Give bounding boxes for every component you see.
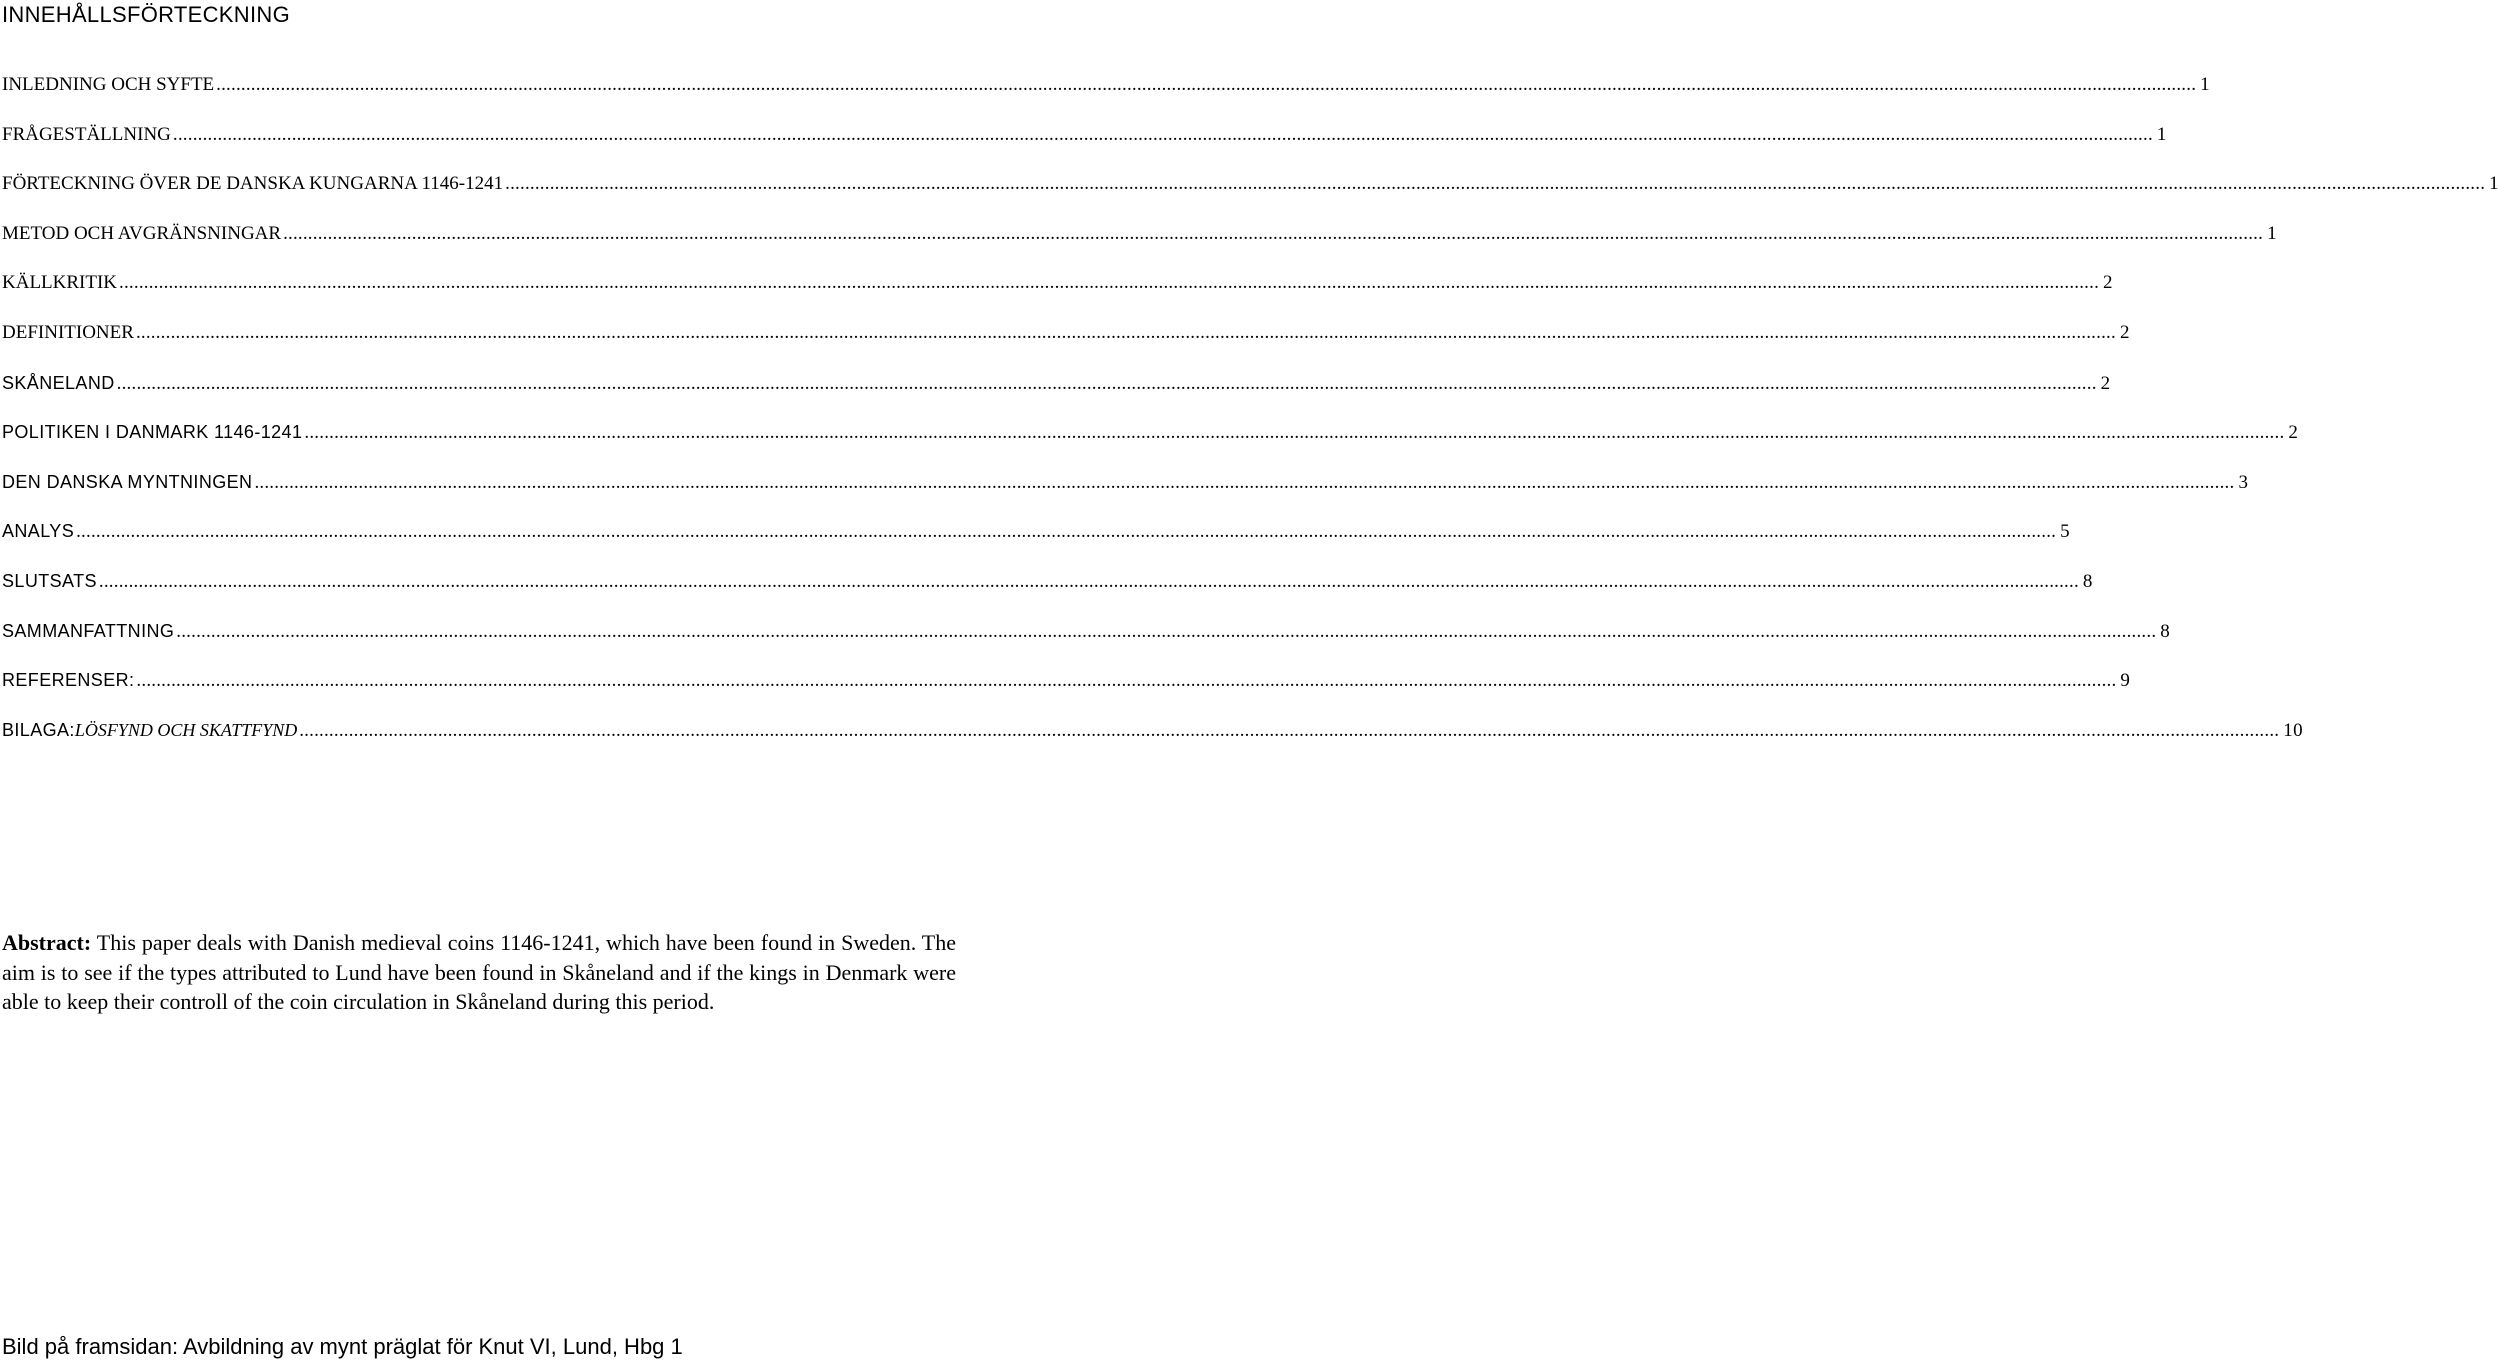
toc-page-number: 1	[2200, 74, 2210, 95]
toc-entry[interactable]	[2, 663, 2131, 713]
toc-leader-dots: ................................................................................................................................................................................................................................................................................................................................................................................................................	[283, 222, 2264, 244]
toc-entry-label: POLITIKEN I DANMARK 1146-1241	[2, 422, 303, 443]
toc-entry-label: INLEDNING OCH SYFTE	[2, 74, 215, 95]
toc-page-number: 1	[2489, 173, 2499, 195]
toc-entry-label: SKÅNELAND	[2, 372, 115, 393]
toc-entry-label: BILAGA:	[2, 719, 75, 740]
toc-entry[interactable]	[2, 68, 2210, 118]
toc-page-number: 1	[2156, 123, 2167, 145]
toc-leader-dots: ................................................................................................................................................................................................................................................................................................................................................................................................................	[172, 123, 2153, 145]
toc-entry[interactable]	[2, 366, 2111, 416]
toc-entry-label: SLUTSATS	[2, 570, 97, 591]
toc-page-number: 8	[2160, 620, 2171, 642]
toc-entry[interactable]	[2, 316, 2130, 366]
toc-page-number: 3	[2238, 471, 2249, 493]
toc-page-number: 2	[2103, 272, 2113, 294]
toc-leader-dots: ................................................................................................................................................................................................................................................................................................................................................................................................................	[299, 719, 2280, 741]
toc-entry[interactable]	[2, 415, 2299, 465]
toc-leader-dots: ................................................................................................................................................................................................................................................................................................................................................................................................................	[216, 74, 2197, 95]
toc-page-number: 10	[2283, 719, 2304, 741]
toc-leader-dots: ................................................................................................................................................................................................................................................................................................................................................................................................................	[304, 422, 2285, 444]
toc-leader-dots: ................................................................................................................................................................................................................................................................................................................................................................................................................	[505, 173, 2486, 195]
toc-page-number: 1	[2267, 222, 2277, 244]
toc-entry[interactable]	[2, 465, 2249, 515]
abstract-label: Abstract:	[2, 930, 92, 955]
page-title: INNEHÅLLSFÖRTECKNING	[2, 2, 290, 27]
toc-page-number: 2	[2119, 321, 2130, 343]
toc-entry[interactable]	[2, 167, 2499, 217]
abstract	[2, 928, 956, 1017]
toc-entry-label: KÄLLKRITIK	[2, 272, 118, 294]
toc-entry-label: FRÅGESTÄLLNING	[2, 123, 171, 145]
toc-entry[interactable]	[2, 564, 2093, 614]
toc-leader-dots: ................................................................................................................................................................................................................................................................................................................................................................................................................	[119, 272, 2100, 294]
toc-leader-dots: ................................................................................................................................................................................................................................................................................................................................................................................................................	[254, 471, 2235, 493]
toc-entry[interactable]	[2, 713, 2304, 763]
toc-leader-dots: ................................................................................................................................................................................................................................................................................................................................................................................................................	[116, 372, 2097, 394]
toc-entry-label: METOD OCH AVGRÄNSNINGAR	[2, 222, 282, 244]
toc-entry-label: DEFINITIONER	[2, 321, 134, 343]
toc-entry-label-italic: LÖSFYND OCH SKATTFYND	[74, 719, 298, 740]
cover-image-caption: Bild på framsidan: Avbildning av mynt präglat för Knut VI, Lund, Hbg 1	[2, 1334, 683, 1359]
toc-leader-dots: ................................................................................................................................................................................................................................................................................................................................................................................................................	[176, 620, 2157, 642]
toc-page-number: 9	[2120, 670, 2131, 692]
toc-page-number: 5	[2060, 521, 2071, 543]
toc-entry[interactable]	[2, 266, 2113, 316]
toc-page-number: 2	[2288, 422, 2299, 444]
toc-leader-dots: ................................................................................................................................................................................................................................................................................................................................................................................................................	[76, 521, 2057, 543]
toc-leader-dots: ................................................................................................................................................................................................................................................................................................................................................................................................................	[136, 670, 2117, 692]
table-of-contents	[2, 68, 2499, 762]
toc-entry[interactable]	[2, 118, 2167, 168]
toc-leader-dots: ................................................................................................................................................................................................................................................................................................................................................................................................................	[135, 321, 2116, 343]
toc-entry-label: REFERENSER:	[2, 670, 135, 691]
toc-page-number: 8	[2082, 570, 2093, 592]
toc-entry[interactable]	[2, 614, 2171, 664]
toc-entry-label: SAMMANFATTNING	[2, 620, 175, 641]
toc-entry[interactable]	[2, 217, 2277, 267]
toc-entry-label: FÖRTECKNING ÖVER DE DANSKA KUNGARNA 1146-1241	[2, 173, 504, 195]
toc-entry-label: DEN DANSKA MYNTNINGEN	[2, 471, 253, 492]
toc-leader-dots: ................................................................................................................................................................................................................................................................................................................................................................................................................	[98, 570, 2079, 592]
toc-entry[interactable]	[2, 514, 2071, 564]
toc-page-number: 2	[2100, 372, 2111, 394]
toc-entry-label: ANALYS	[2, 521, 75, 542]
abstract-text: This paper deals with Danish medieval coins 1146-1241, which have been found in Sweden. The aim is to see if the types attributed to Lund have been found in Skåneland and if the kings in Denmark were able to keep their controll of the coin circulation in Skåneland during this period.	[2, 930, 956, 1014]
